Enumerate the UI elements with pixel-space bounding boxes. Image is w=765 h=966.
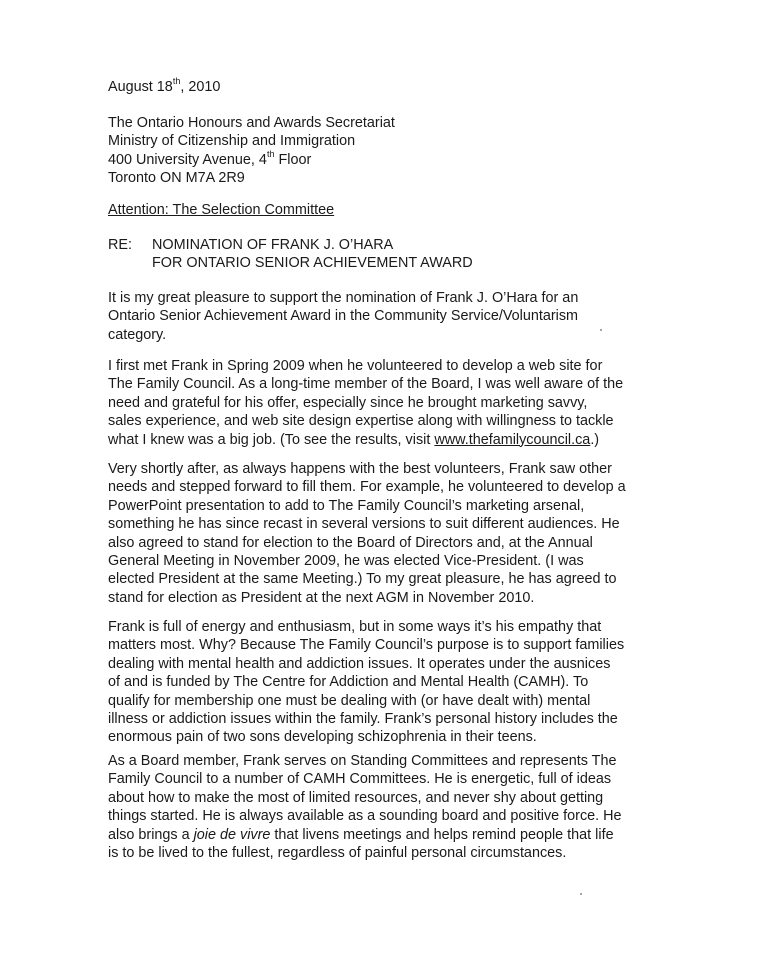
paragraph-line: Very shortly after, as always happens with the best volunteers, Frank saw other (108, 461, 612, 477)
paragraph-line: needs and stepped forward to fill them. For example, he volunteered to develop a (108, 479, 626, 496)
paragraph-line (108, 431, 668, 449)
paragraph-line: Ontario Senior Achievement Award in the Community Service/Voluntarism (108, 308, 579, 325)
letter-date (108, 78, 668, 96)
paragraph-line: things started. He is always available as a sounding board and positive force. He (108, 808, 622, 825)
paragraph-2 (108, 357, 668, 449)
paragraph-text: also brings a (108, 826, 194, 843)
paragraph-line: illness or addiction issues within the family. Frank’s personal history includes the (108, 710, 618, 727)
attention-line (108, 201, 668, 219)
paragraph-4 (108, 618, 668, 747)
attention-text: Attention: The Selection Committee (108, 202, 335, 218)
recipient-line: Ministry of Citizenship and Immigration (108, 133, 356, 150)
paragraph-line: of and is funded by The Centre for Addiction and Mental Health (CAMH). To (108, 674, 589, 691)
paragraph-line: category. (108, 326, 167, 343)
paragraph-line: qualify for membership one must be dealing with (or have dealt with) mental (108, 692, 591, 709)
recipient-line: Toronto ON M7A 2R9 (108, 170, 245, 187)
paragraph-line: Frank is full of energy and enthusiasm, but in some ways it’s his empathy that (108, 619, 602, 635)
date-text: August 18 (108, 79, 173, 95)
paragraph-line: As a Board member, Frank serves on Standing Committees and represents The (108, 753, 617, 769)
recipient-line: The Ontario Honours and Awards Secretariat (108, 115, 395, 131)
paragraph-line: stand for election as President at the next AGM in November 2010. (108, 589, 535, 606)
paragraph-line: dealing with mental health and addiction issues. It operates under the ausnices (108, 655, 611, 672)
re-line: NOMINATION OF FRANK J. O’HARA (152, 237, 394, 253)
italic-phrase: joie de vivre (193, 826, 271, 843)
paragraph-line: elected President at the same Meeting.) To my great pleasure, he has agreed to (108, 571, 617, 588)
paragraph-line: also agreed to stand for election to the Board of Directors and, at the Annual (108, 534, 593, 551)
paragraph-line: General Meeting in November 2009, he was elected Vice-President. (I was (108, 552, 584, 569)
address-floor: Floor (274, 151, 312, 168)
address-superscript: th (266, 148, 275, 159)
paragraph-text: .) (590, 431, 600, 448)
paragraph-line: I first met Frank in Spring 2009 when he volunteered to develop a web site for (108, 358, 603, 374)
website-link[interactable]: www.thefamilycouncil.ca (434, 431, 591, 448)
scan-speck (600, 329, 602, 331)
re-line: FOR ONTARIO SENIOR ACHIEVEMENT AWARD (152, 255, 473, 272)
recipient-address (108, 114, 668, 188)
paragraph-text: what I knew was a big job. (To see the results, visit (108, 431, 435, 448)
paragraph-line: Family Council to a number of CAMH Committees. He is energetic, full of ideas (108, 771, 612, 788)
paragraph-line: It is my great pleasure to support the nomination of Frank J. O’Hara for an (108, 290, 579, 306)
paragraph-line: about how to make the most of limited resources, and never shy about getting (108, 789, 604, 806)
paragraph-line: The Family Council. As a long-time member of the Board, I was well aware of the (108, 376, 624, 393)
paragraph-1 (108, 289, 668, 344)
re-label: RE: (108, 237, 132, 253)
paragraph-line: need and grateful for his offer, especially since he brought marketing savvy, (108, 394, 588, 411)
paragraph-line: enormous pain of two sons developing schizophrenia in their teens. (108, 729, 537, 746)
paragraph-line: something he has since recast in several versions to suit different audiences. He (108, 516, 620, 533)
paragraph-3 (108, 460, 668, 607)
scan-speck (580, 893, 582, 895)
address-street: 400 University Avenue, 4 (108, 151, 267, 168)
re-block (108, 236, 668, 273)
paragraph-line: PowerPoint presentation to add to The Family Council’s marketing arsenal, (108, 497, 585, 514)
paragraph-line: is to be lived to the fullest, regardless of painful personal circumstances. (108, 844, 567, 861)
recipient-line (108, 148, 668, 169)
date-superscript: th (172, 76, 181, 87)
paragraph-line: sales experience, and web site design expertise along with willingness to tackle (108, 413, 614, 430)
paragraph-5 (108, 752, 668, 862)
paragraph-text: that livens meetings and helps remind people that life (270, 826, 614, 843)
date-year: , 2010 (180, 79, 221, 95)
paragraph-line (108, 826, 668, 844)
paragraph-line: matters most. Why? Because The Family Council’s purpose is to support families (108, 637, 625, 654)
